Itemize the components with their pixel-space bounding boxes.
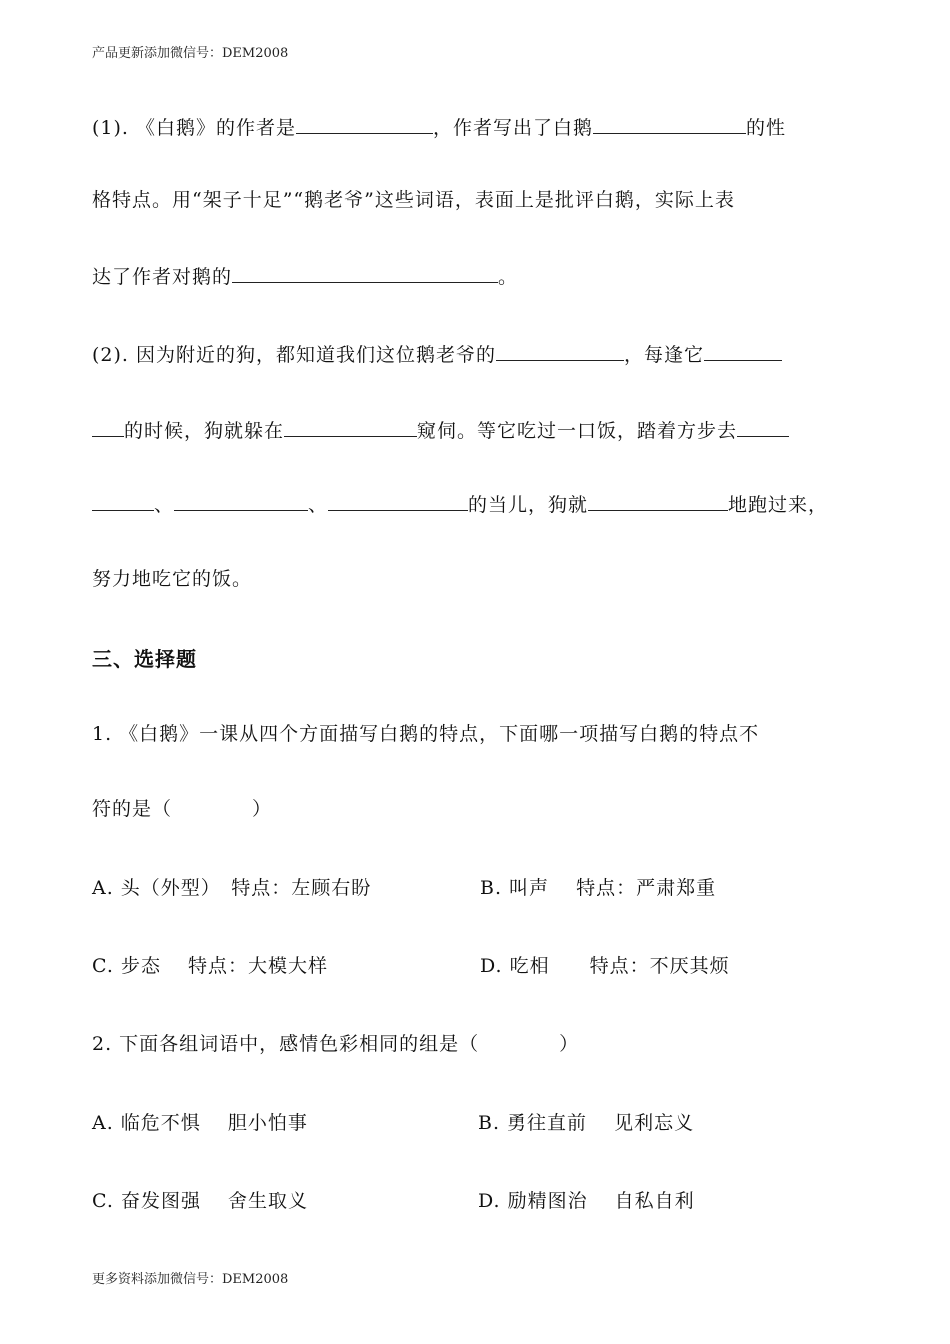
q2-blank-3[interactable] <box>284 416 417 437</box>
q2-line-2 <box>92 416 789 445</box>
q2-blank-2b[interactable] <box>92 416 124 437</box>
q2-blank-2a[interactable] <box>704 340 782 361</box>
mc1-stem-line-2: 符的是（ ） <box>92 798 273 820</box>
q2-text-a: (2). 因为附近的狗，都知道我们这位鹅老爷的 <box>92 344 496 366</box>
mc1-option-b[interactable]: B. 叫声 特点：严肃郑重 <box>480 877 717 899</box>
mc1-option-d[interactable]: D. 吃相 特点：不厌其烦 <box>480 955 730 977</box>
q2-blank-4a[interactable] <box>737 416 789 437</box>
mc2-stem: 2. 下面各组词语中，感情色彩相同的组是（ ） <box>92 1033 580 1055</box>
page-header: 产品更新添加微信号：DEM2008 <box>92 46 289 61</box>
q2-blank-4b[interactable] <box>92 490 154 511</box>
q1-blank-author[interactable] <box>296 113 433 134</box>
section-title: 三、选择题 <box>92 647 197 671</box>
q2-blank-1[interactable] <box>496 340 624 361</box>
q2-text-b: ，每逢它 <box>624 344 705 366</box>
q1-blank-feeling[interactable] <box>232 262 498 283</box>
q1-text-d: 达了作者对鹅的 <box>92 266 233 288</box>
q2-text-h: 地跑过来， <box>728 494 829 516</box>
q2-text-f: 、 <box>308 494 329 516</box>
q1-line-2: 格特点。用“架子十足”“鹅老爷”这些词语，表面上是批评白鹅，实际上表 <box>92 189 735 211</box>
mc2-option-b[interactable]: B. 勇往直前 见利忘义 <box>478 1112 695 1134</box>
q2-blank-5[interactable] <box>174 490 308 511</box>
q2-text-g: 的当儿，狗就 <box>468 494 589 516</box>
q1-blank-trait[interactable] <box>593 113 746 134</box>
q1-line-3 <box>92 262 518 291</box>
mc2-option-d[interactable]: D. 励精图治 自私自利 <box>478 1190 695 1212</box>
mc2-option-a[interactable]: A. 临危不惧 胆小怕事 <box>92 1112 308 1134</box>
q2-text-e: 、 <box>154 494 175 516</box>
q1-text-b: ，作者写出了白鹅 <box>433 117 594 139</box>
q2-text-d: 窥伺。等它吃过一口饭，踏着方步去 <box>417 420 738 442</box>
q1-text-c: 的性 <box>746 117 787 139</box>
q1-line-1 <box>92 113 786 142</box>
mc1-option-a[interactable]: A. 头（外型） 特点：左顾右盼 <box>92 877 372 899</box>
mc1-stem-line-1: 1. 《白鹅》一课从四个方面描写白鹅的特点，下面哪一项描写白鹅的特点不 <box>92 723 760 745</box>
q2-text-c: 的时候，狗就躲在 <box>124 420 285 442</box>
mc1-option-c[interactable]: C. 步态 特点：大模大样 <box>92 955 328 977</box>
mc2-option-c[interactable]: C. 奋发图强 舍生取义 <box>92 1190 308 1212</box>
q2-line-4: 努力地吃它的饭。 <box>92 568 253 590</box>
q2-blank-6[interactable] <box>328 490 468 511</box>
q2-blank-7[interactable] <box>588 490 728 511</box>
page-footer: 更多资料添加微信号：DEM2008 <box>92 1272 289 1287</box>
q1-text-e: 。 <box>498 266 519 288</box>
q1-text-a: (1). 《白鹅》的作者是 <box>92 117 296 139</box>
q2-line-3 <box>92 490 828 519</box>
q2-line-1 <box>92 340 782 369</box>
